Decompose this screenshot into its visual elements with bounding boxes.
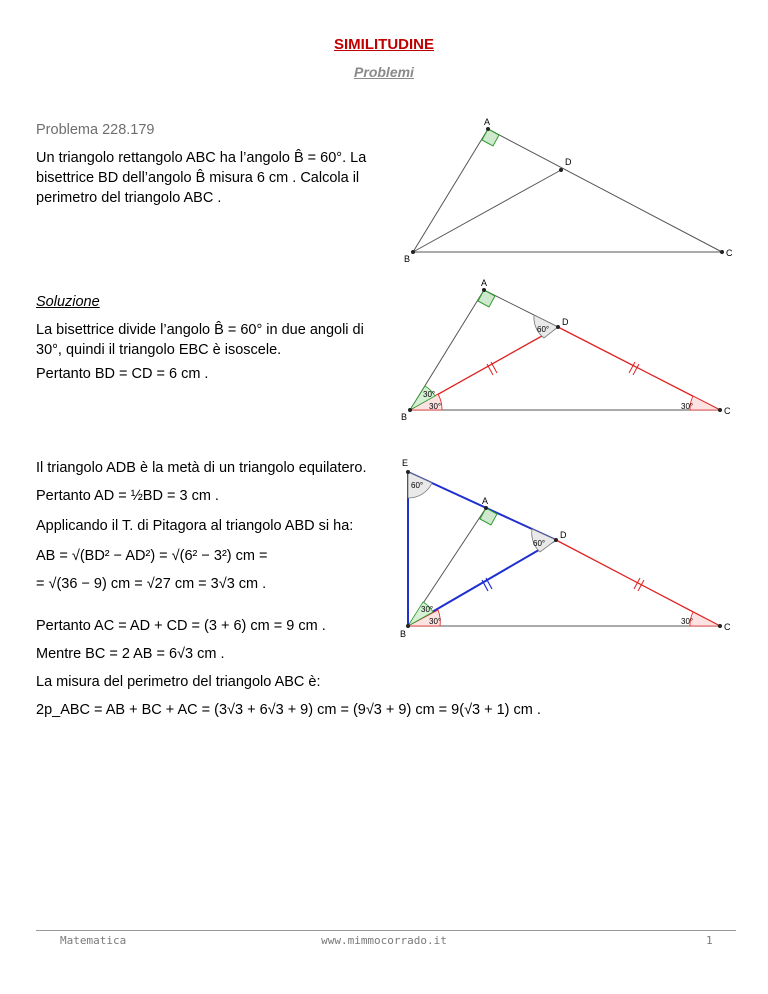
footer-divider xyxy=(36,930,736,931)
solution-line-11: La misura del perimetro del triangolo ABC è: xyxy=(36,674,321,690)
label-c: C xyxy=(724,622,731,632)
problem-text-line-3: perimetro del triangolo ABC . xyxy=(36,190,222,206)
solution-line-9: Pertanto AC = AD + CD = (3 + 6) cm = 9 cm . xyxy=(36,618,326,634)
solution-line-10: Mentre BC = 2 AB = 6√3 cm . xyxy=(36,646,225,662)
label-a: A xyxy=(484,117,491,127)
page-number: 1 xyxy=(706,934,713,947)
angle-label-30-green: 30° xyxy=(421,605,434,614)
label-d: D xyxy=(565,157,572,167)
solution-line-8: = √(36 − 9) cm = √27 cm = 3√3 cm . xyxy=(36,576,267,592)
solution-line-2: 30°, quindi il triangolo EBC è isoscele. xyxy=(36,342,282,358)
figure-triangle-isosceles xyxy=(398,276,738,422)
solution-line-12: 2p_ABC = AB + BC + AC = (3√3 + 6√3 + 9) cm = (9√3 + 9) cm = 9(√3 + 1) cm . xyxy=(36,702,541,718)
angle-label-30-red-b: 30° xyxy=(429,617,442,626)
solution-line-1: La bisettrice divide l’angolo B̂ = 60° in due angoli di xyxy=(36,322,364,338)
solution-line-5: Pertanto AD = ½BD = 3 cm . xyxy=(36,488,219,504)
solution-line-6: Applicando il T. di Pitagora al triangolo ABD si ha: xyxy=(36,518,354,534)
solution-line-3: Pertanto BD = CD = 6 cm . xyxy=(36,366,209,382)
angle-label-30-red-c: 30° xyxy=(681,402,694,411)
solution-line-4: Il triangolo ADB è la metà di un triangolo equilatero. xyxy=(36,460,367,476)
footer-left: Matematica xyxy=(60,934,127,947)
problem-number: Problema 228.179 xyxy=(36,122,155,138)
label-d: D xyxy=(560,530,567,540)
label-b: B xyxy=(401,412,408,422)
solution-line-7: AB = √(BD² − AD²) = √(6² − 3²) cm = xyxy=(36,548,268,564)
figure-triangle-ebc xyxy=(398,454,738,642)
label-d: D xyxy=(562,317,569,327)
label-c: C xyxy=(724,406,731,416)
figure-triangle-abc xyxy=(398,114,738,266)
angle-label-60-e: 60° xyxy=(411,481,424,490)
problem-text-line-2: bisettrice BD dell’angolo B̂ misura 6 cm . Calcola il xyxy=(36,170,360,186)
label-c: C xyxy=(726,248,733,258)
label-b: B xyxy=(400,629,407,639)
label-a: A xyxy=(482,496,489,506)
page-title: SIMILITUDINE xyxy=(334,36,434,53)
label-a: A xyxy=(481,278,488,288)
angle-label-60-d: 60° xyxy=(533,539,546,548)
footer-center: www.mimmocorrado.it xyxy=(321,934,447,947)
page-subtitle: Problemi xyxy=(354,64,414,80)
problem-text-line-1: Un triangolo rettangolo ABC ha l’angolo B̂ = 60°. La xyxy=(36,150,367,166)
angle-label-30-red-b: 30° xyxy=(429,402,442,411)
label-e: E xyxy=(402,458,409,468)
angle-label-30-green: 30° xyxy=(423,390,436,399)
solution-heading: Soluzione xyxy=(36,294,100,310)
label-b: B xyxy=(404,254,411,264)
angle-label-60: 60° xyxy=(537,325,550,334)
angle-label-30-red-c: 30° xyxy=(681,617,694,626)
